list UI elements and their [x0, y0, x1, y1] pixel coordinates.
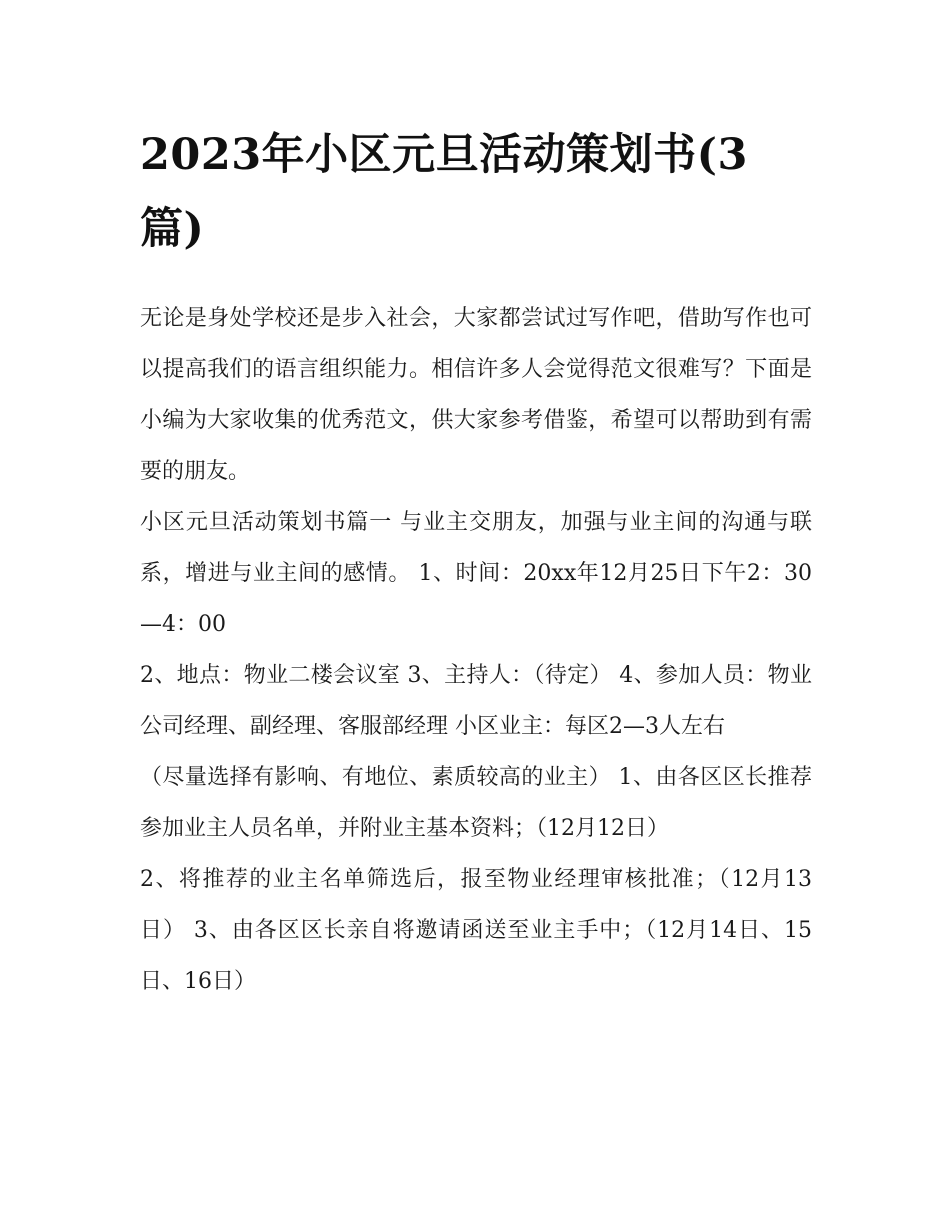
document-title: 2023年小区元旦活动策划书(3篇) [140, 130, 748, 254]
body-paragraph-purpose-time: 小区元旦活动策划书篇一 与业主交朋友，加强与业主间的沟通与联系，增进与业主间的感情。 1、时间：20xx年12月25日下午2：30—4：00 [140, 510, 812, 637]
body-paragraph-selection: （尽量选择有影响、有地位、素质较高的业主） 1、由各区区长推荐参加业主人员名单，并附业主基本资料；（12月12日） [140, 765, 812, 841]
body-paragraph-approval-invitation: 2、将推荐的业主名单筛选后，报至物业经理审核批准；（12月13日） 3、由各区区长亲自将邀请函送至业主手中；（12月14日、15日、16日） [140, 867, 812, 994]
body-paragraph-location-attendees: 2、地点：物业二楼会议室 3、主持人：（待定） 4、参加人员：物业公司经理、副经理、客服部经理 小区业主：每区2—3人左右 [140, 663, 812, 739]
intro-paragraph: 无论是身处学校还是步入社会，大家都尝试过写作吧，借助写作也可以提高我们的语言组织能力。相信许多人会觉得范文很难写？下面是小编为大家收集的优秀范文，供大家参考借鉴，希望可以帮助到有需要的朋友。 [140, 306, 812, 484]
document-content [140, 118, 812, 1007]
